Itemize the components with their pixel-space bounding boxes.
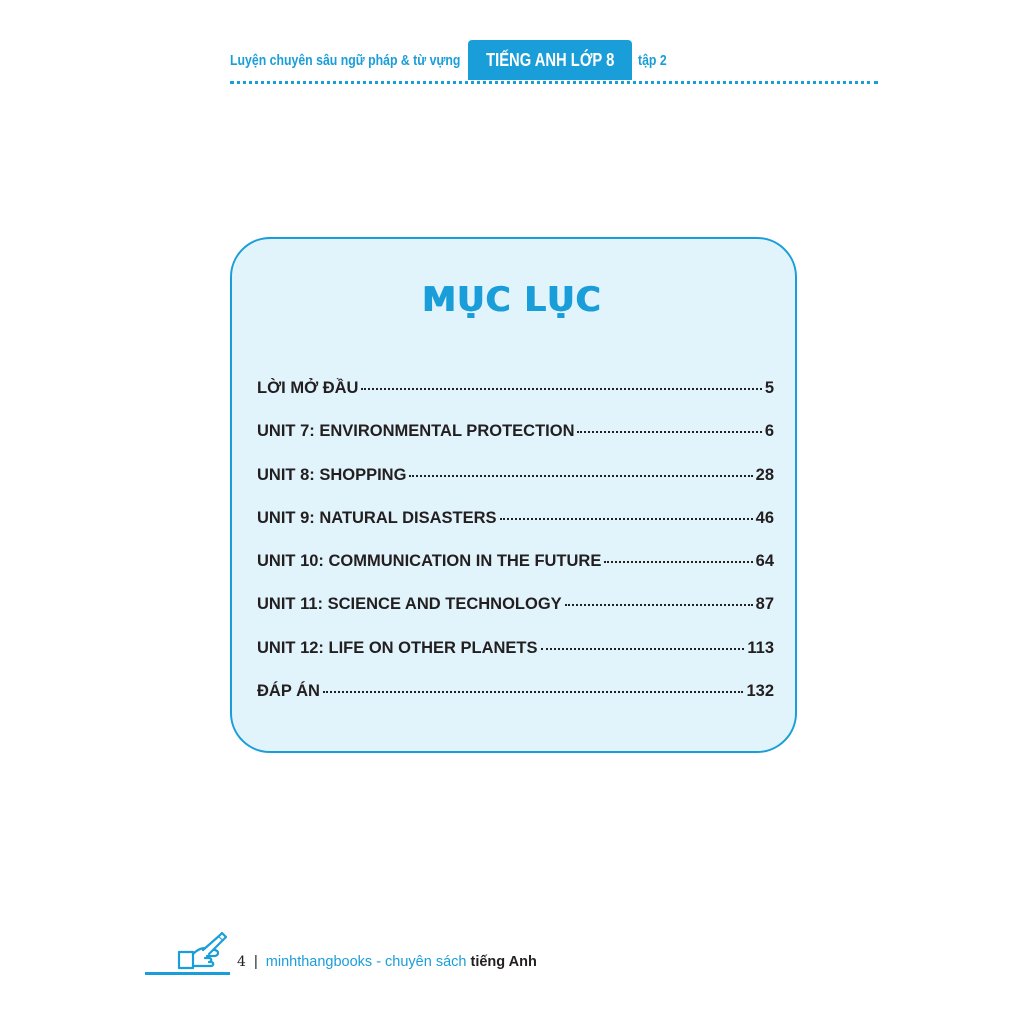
toc-entry-label: UNIT 9: NATURAL DISASTERS xyxy=(257,508,497,527)
dot-leader xyxy=(323,691,744,693)
toc-entry-page: 5 xyxy=(764,379,774,397)
toc-entry-page: 64 xyxy=(755,552,774,571)
footer-separator: | xyxy=(253,954,258,970)
toc-entry-unit-12[interactable] xyxy=(257,633,774,676)
toc-list xyxy=(257,373,774,719)
toc-entry-label: UNIT 7: ENVIRONMENTAL PROTECTION xyxy=(257,422,575,441)
toc-entry-label: UNIT 10: COMMUNICATION IN THE FUTURE xyxy=(257,552,602,571)
toc-entry-unit-10[interactable] xyxy=(257,546,774,589)
toc-entry-page: 28 xyxy=(755,465,774,484)
header-grade-label: TIẾNG ANH LỚP 8 xyxy=(486,50,615,70)
toc-entry-page: 6 xyxy=(764,422,774,441)
toc-entry-label: UNIT 8: SHOPPING xyxy=(257,465,407,484)
toc-entry-label: UNIT 11: SCIENCE AND TECHNOLOGY xyxy=(257,595,562,614)
toc-entry-label: LỜI MỞ ĐẦU xyxy=(257,379,359,397)
toc-entry-unit-8[interactable] xyxy=(257,460,774,503)
dot-leader xyxy=(500,518,753,520)
footer-text xyxy=(237,954,537,970)
header-dotted-rule xyxy=(230,81,878,84)
dot-leader xyxy=(409,475,752,477)
page-footer xyxy=(145,930,645,980)
toc-entry-page: 87 xyxy=(755,595,774,614)
header-grade-badge xyxy=(468,40,632,80)
toc-entry-preface[interactable] xyxy=(257,373,774,416)
dot-leader xyxy=(565,604,753,606)
toc-entry-unit-11[interactable] xyxy=(257,589,774,632)
toc-entry-label: ĐÁP ÁN xyxy=(257,682,320,701)
toc-entry-unit-9[interactable] xyxy=(257,503,774,546)
toc-entry-answer-key[interactable] xyxy=(257,676,774,719)
footer-publisher-tagline: tiếng Anh xyxy=(470,954,537,970)
footer-underline xyxy=(145,972,230,975)
toc-entry-page: 132 xyxy=(746,682,774,701)
writing-hand-icon xyxy=(175,932,227,972)
footer-publisher: minhthangbooks - chuyên sách xyxy=(265,954,467,970)
toc-entry-page: 46 xyxy=(755,508,774,527)
dot-leader xyxy=(604,561,752,563)
toc-entry-page: 113 xyxy=(747,638,774,657)
footer-page-number: 4 xyxy=(237,954,246,970)
dot-leader xyxy=(361,388,761,390)
running-header xyxy=(230,40,880,80)
header-volume: tập 2 xyxy=(638,51,668,69)
header-book-series: Luyện chuyên sâu ngữ pháp & từ vựng xyxy=(230,51,461,69)
toc-entry-label: UNIT 12: LIFE ON OTHER PLANETS xyxy=(257,638,538,657)
toc-title: MỤC LỤC xyxy=(422,280,602,320)
toc-entry-unit-7[interactable] xyxy=(257,416,774,459)
dot-leader xyxy=(577,431,761,433)
dot-leader xyxy=(541,648,745,650)
